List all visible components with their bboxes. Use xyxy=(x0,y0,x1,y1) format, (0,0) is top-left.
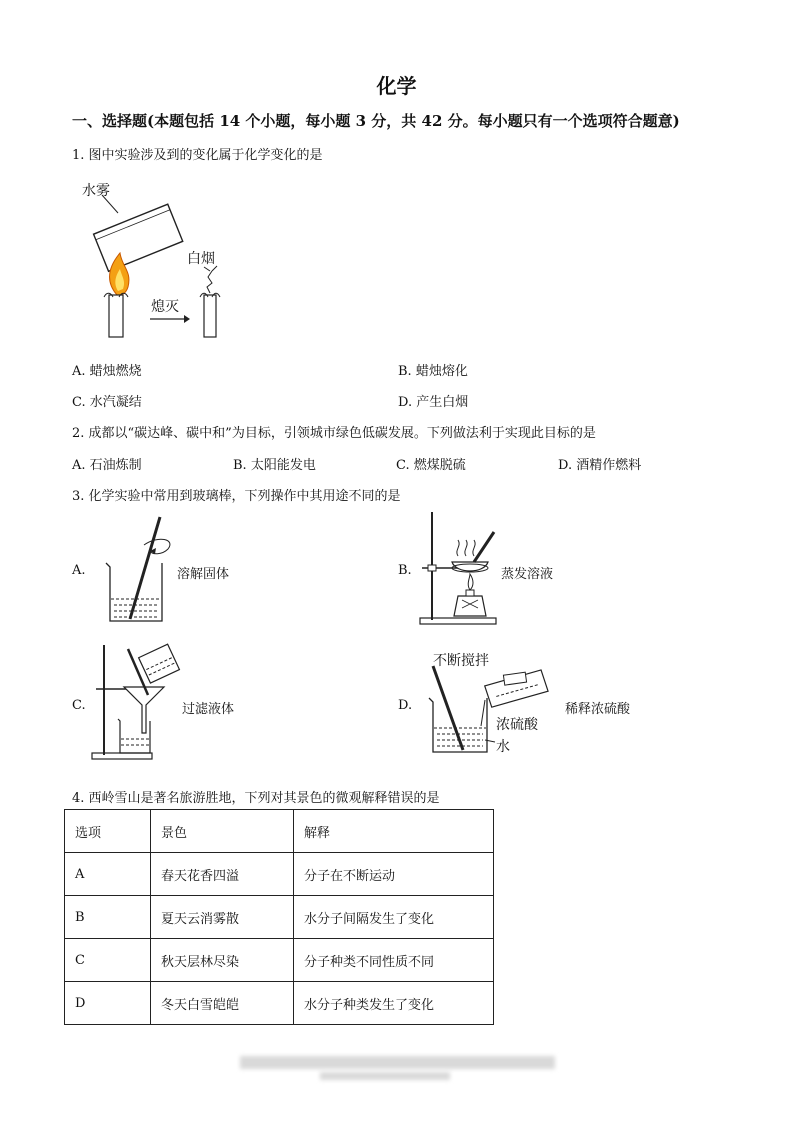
q3-option-c-letter[interactable]: C. xyxy=(72,698,86,713)
q3-option-d-letter[interactable]: D. xyxy=(398,698,413,713)
blurred-watermark-sub xyxy=(320,1072,450,1080)
row-scenery: 秋天层林尽染 xyxy=(151,939,294,982)
extinguish-label: 熄灭 xyxy=(151,299,179,315)
row-option: D xyxy=(65,982,151,1025)
q3-option-a-text[interactable]: 溶解固体 xyxy=(177,567,230,582)
row-explanation: 水分子间隔发生了变化 xyxy=(294,896,494,939)
q3-option-a-letter[interactable]: A. xyxy=(72,563,86,578)
evaporation-figure xyxy=(418,510,503,628)
row-scenery: 夏天云消雾散 xyxy=(151,896,294,939)
table-header-row xyxy=(65,810,494,853)
header-explanation: 解释 xyxy=(294,810,494,853)
q1-option-b[interactable]: B. 蜡烛熔化 xyxy=(398,364,468,379)
row-scenery: 春天花香四溢 xyxy=(151,853,294,896)
q3-option-b-letter[interactable]: B. xyxy=(398,563,412,578)
page-title: 化学 xyxy=(376,74,417,98)
section-heading: 一、选择题(本题包括 14 个小题，每小题 3 分，共 42 分。每小题只有一个选项符合题意) xyxy=(72,112,680,130)
row-option: B xyxy=(65,896,151,939)
dilute-acid-figure xyxy=(425,664,555,760)
row-explanation: 分子在不断运动 xyxy=(294,853,494,896)
table-row[interactable] xyxy=(65,939,494,982)
q2-option-b[interactable]: B. 太阳能发电 xyxy=(233,458,316,473)
water-mist-label: 水雾 xyxy=(82,183,110,199)
row-option: A xyxy=(65,853,151,896)
water-label: 水 xyxy=(496,739,510,755)
table-row[interactable] xyxy=(65,853,494,896)
q1-option-d[interactable]: D. 产生白烟 xyxy=(398,395,469,410)
q3-option-d-text[interactable]: 稀释浓硫酸 xyxy=(565,702,631,717)
row-scenery: 冬天白雪皑皑 xyxy=(151,982,294,1025)
q2-option-c[interactable]: C. 燃煤脱硫 xyxy=(396,458,466,473)
q3-option-b-text[interactable]: 蒸发溶液 xyxy=(501,567,554,582)
question-3-stem: 3. 化学实验中常用到玻璃棒，下列操作中其用途不同的是 xyxy=(72,489,401,504)
row-explanation: 分子种类不同性质不同 xyxy=(294,939,494,982)
q1-option-c[interactable]: C. 水汽凝结 xyxy=(72,395,142,410)
white-smoke-label: 白烟 xyxy=(187,251,215,267)
question-4-stem: 4. 西岭雪山是著名旅游胜地，下列对其景色的微观解释错误的是 xyxy=(72,791,440,806)
q2-option-a[interactable]: A. 石油炼制 xyxy=(72,458,142,473)
candle-experiment-figure xyxy=(80,195,240,340)
table-row[interactable] xyxy=(65,982,494,1025)
question-1-stem: 1. 图中实验涉及到的变化属于化学变化的是 xyxy=(72,148,323,163)
blurred-watermark xyxy=(240,1056,555,1069)
stir-continuously-label: 不断搅拌 xyxy=(433,653,489,669)
header-option: 选项 xyxy=(65,810,151,853)
table-row[interactable] xyxy=(65,896,494,939)
concentrated-acid-label: 浓硫酸 xyxy=(496,717,538,733)
q1-option-a[interactable]: A. 蜡烛燃烧 xyxy=(72,364,142,379)
explanation-table xyxy=(64,809,494,1025)
filtration-figure xyxy=(90,643,185,763)
q2-option-d[interactable]: D. 酒精作燃料 xyxy=(558,458,642,473)
header-scenery: 景色 xyxy=(151,810,294,853)
row-explanation: 水分子种类发生了变化 xyxy=(294,982,494,1025)
dissolving-solid-figure xyxy=(100,515,180,625)
row-option: C xyxy=(65,939,151,982)
question-2-stem: 2. 成都以“碳达峰、碳中和”为目标，引领城市绿色低碳发展。下列做法利于实现此目标的是 xyxy=(72,426,596,441)
q3-option-c-text[interactable]: 过滤液体 xyxy=(182,702,235,717)
